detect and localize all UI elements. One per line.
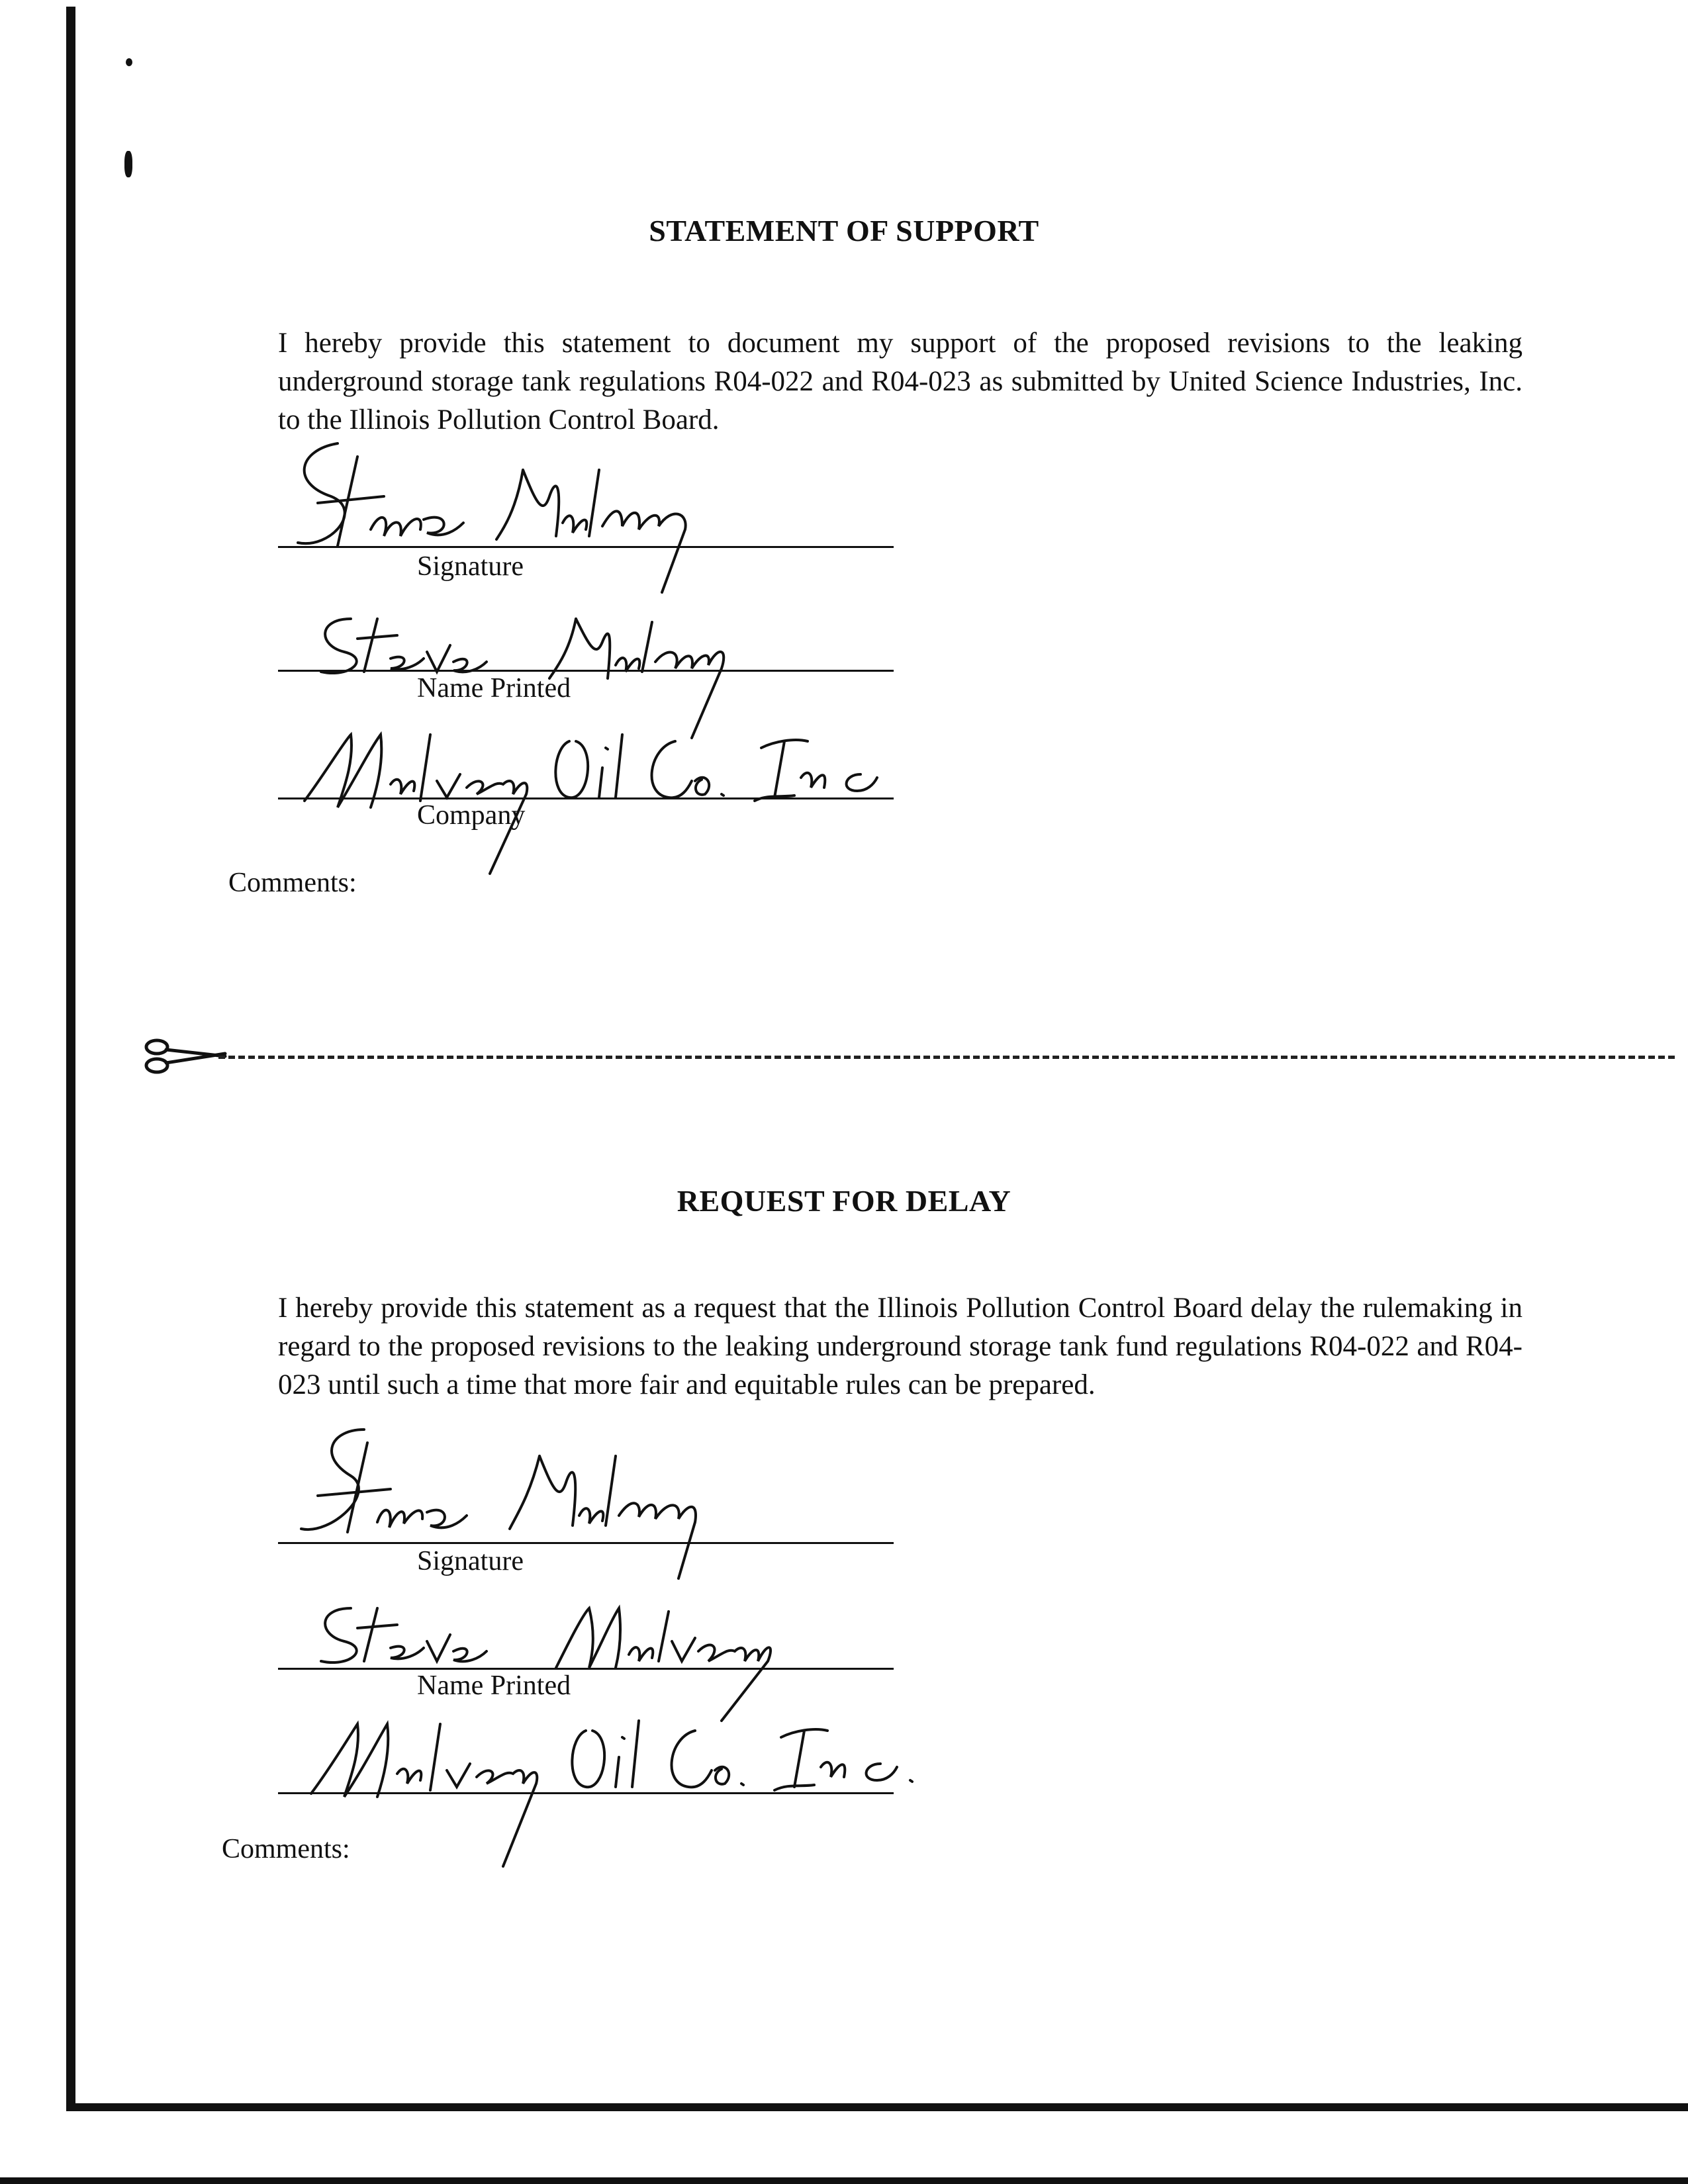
support-name-label: Name Printed [417,673,571,704]
support-signature-handwriting [291,430,794,576]
delay-signature-handwriting [291,1416,794,1575]
delay-comments-label: Comments: [222,1834,350,1864]
support-name-handwriting [311,606,814,725]
delay-name-label: Name Printed [417,1670,571,1701]
support-company-line [278,797,894,799]
delay-name-line [278,1668,894,1670]
delay-signature-label: Signature [417,1546,524,1576]
support-body: I hereby provide this statement to document my support of the proposed revisions to the leaking underground storage tank regulations R04-022 and R04-023 as submitted by United Science Industries, Inc. to the Illinois Pollution Control Board. [278,328,1523,435]
scan-border-bottom [66,2103,1688,2111]
support-company-label: Company [417,800,526,831]
support-company-handwriting [291,721,953,887]
support-signature-label: Signature [417,551,524,582]
support-comments-label: Comments: [228,868,357,898]
scan-border-left [66,7,75,2111]
delay-signature-line [278,1542,894,1544]
scissors-icon [142,1032,228,1079]
support-signature-line [278,546,894,548]
delay-company-line [278,1792,894,1794]
scan-speck [126,58,132,66]
delay-body: I hereby provide this statement as a request that the Illinois Pollution Control Board delay the rulemaking in regard to the proposed revisions to the leaking underground storage tank fund regulations R04-022 and R04-023 until such a time that more fair and equitable rules can be prepared. [278,1293,1523,1400]
support-name-line [278,670,894,672]
support-title: STATEMENT OF SUPPORT [649,214,1039,248]
scan-speck [124,151,132,177]
delay-title: REQUEST FOR DELAY [677,1184,1011,1218]
scan-border-edge [0,2177,1688,2184]
cut-here-dashed-line [218,1056,1675,1059]
delay-company-handwriting [291,1707,1053,1873]
